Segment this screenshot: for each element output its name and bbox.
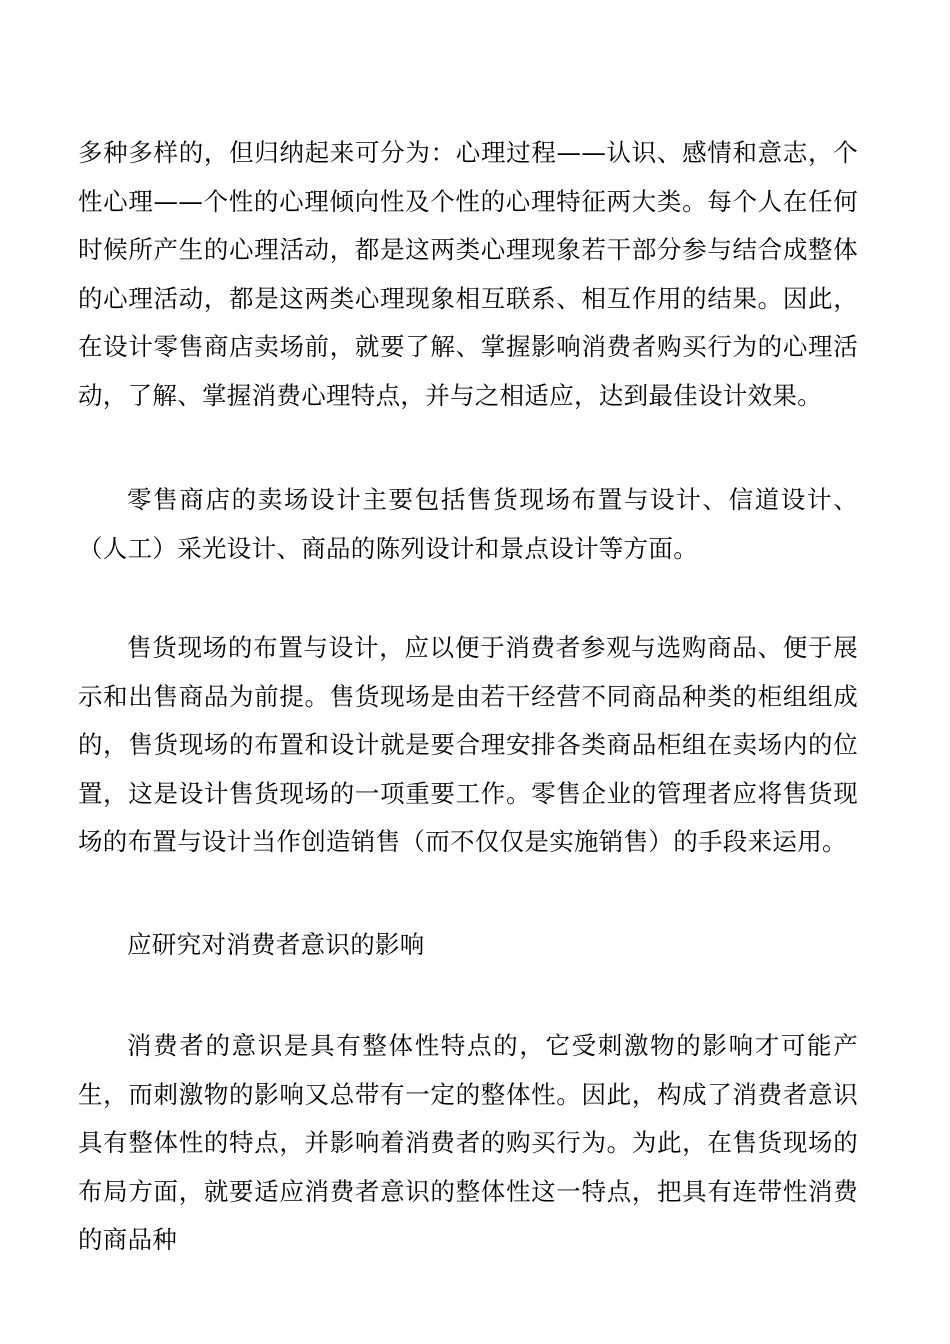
- paragraph: 消费者的意识是具有整体性特点的，它受刺激物的影响才可能产生，而刺激物的影响又总带有一定的整体性。因此，构成了消费者意识具有整体性的特点，并影响着消费者的购买行为。为此，在售货现场的布局方面，就要适应消费者意识的整体性这一特点，把具有连带性消费的商品种: [78, 1031, 858, 1254]
- section-heading: 应研究对消费者意识的影响: [127, 930, 425, 959]
- paragraph-continued: 多种多样的，但归纳起来可分为：心理过程——认识、感情和意志，个性心理——个性的心理倾向性及个性的心理特征两大类。每个人在任何时候所产生的心理活动，都是这两类心理现象若干部分参与结合成整体的心理活动，都是这两类心理现象相互联系、相互作用的结果。因此，在设计零售商店卖场前，就要了解、掌握影响消费者购买行为的心理活动，了解、掌握消费心理特点，并与之相适应，达到最佳设计效果。: [78, 138, 858, 410]
- paragraph: 售货现场的布置与设计，应以便于消费者参观与选购商品、便于展示和出售商品为前提。售货现场是由若干经营不同商品种类的柜组组成的，售货现场的布置和设计就是要合理安排各类商品柜组在卖场内的位置，这是设计售货现场的一项重要工作。零售企业的管理者应将售货现场的布置与设计当作创造销售（而不仅仅是实施销售）的手段来运用。: [78, 633, 858, 856]
- paragraph: 零售商店的卖场设计主要包括售货现场布置与设计、信道设计、（人工）采光设计、商品的陈列设计和景点设计等方面。: [78, 485, 858, 563]
